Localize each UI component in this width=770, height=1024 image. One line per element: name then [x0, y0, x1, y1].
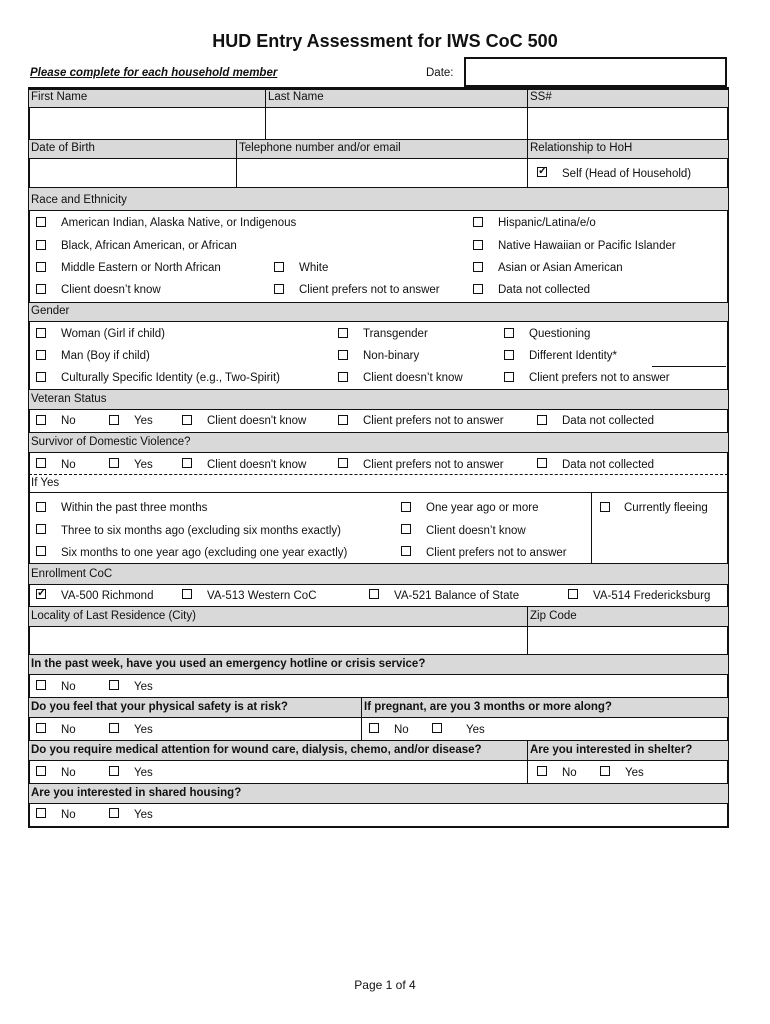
locality-input[interactable] [30, 628, 526, 653]
race-option: Asian or Asian American [498, 262, 623, 274]
veteran-yes-checkbox[interactable] [109, 415, 119, 425]
yes-label: Yes [134, 767, 153, 779]
date-label: Date: [426, 67, 454, 79]
race-option: Middle Eastern or North African [61, 262, 221, 274]
date-field[interactable] [464, 57, 727, 87]
gender-option: Culturally Specific Identity (e.g., Two-Spirit) [61, 372, 281, 384]
race-white-checkbox[interactable] [274, 262, 284, 272]
first-name-input[interactable] [30, 109, 264, 138]
zip-input[interactable] [528, 628, 726, 653]
enrollment-option: VA-500 Richmond [61, 590, 154, 602]
race-option: Hispanic/Latina/e/o [498, 217, 596, 229]
race-aian-checkbox[interactable] [36, 217, 46, 227]
veteran-option: Data not collected [562, 415, 655, 427]
gender-transgender-checkbox[interactable] [338, 328, 348, 338]
ssn-label: SS# [530, 91, 552, 103]
gender-option: Client prefers not to answer [529, 372, 670, 384]
self-hoh-label: Self (Head of Household) [562, 168, 692, 180]
race-hispanic-checkbox[interactable] [473, 217, 483, 227]
relationship-label: Relationship to HoH [530, 142, 633, 154]
dv-label: Survivor of Domestic Violence? [31, 436, 191, 448]
safety-question: Do you feel that your physical safety is at risk? [31, 701, 288, 713]
dv-option: Yes [134, 459, 153, 471]
enrollment-label: Enrollment CoC [31, 568, 113, 580]
different-identity-line[interactable] [652, 366, 726, 367]
no-label: No [61, 724, 76, 736]
race-black-checkbox[interactable] [36, 240, 46, 250]
enroll-western-checkbox[interactable] [182, 589, 192, 599]
fleeing-option: Client prefers not to answer [426, 547, 567, 559]
fleeing-option: Six months to one year ago (excluding one year exactly) [61, 547, 348, 559]
race-header-band [29, 187, 728, 211]
shelter-no-checkbox[interactable] [537, 766, 547, 776]
fleeing-three-six-checkbox[interactable] [36, 524, 46, 534]
enrollment-option: VA-513 Western CoC [207, 590, 317, 602]
gender-option: Different Identity* [529, 350, 618, 362]
pregnant-yes-checkbox[interactable] [432, 723, 442, 733]
race-prefers-not-checkbox[interactable] [274, 284, 284, 294]
veteran-dont-know-checkbox[interactable] [182, 415, 192, 425]
gender-option: Woman (Girl if child) [61, 328, 165, 340]
enrollment-option: VA-521 Balance of State [394, 590, 520, 602]
last-name-label: Last Name [268, 91, 324, 103]
last-name-input[interactable] [266, 109, 526, 138]
medical-no-checkbox[interactable] [36, 766, 46, 776]
currently-fleeing-checkbox[interactable] [600, 502, 610, 512]
gender-different-checkbox[interactable] [504, 350, 514, 360]
gender-label: Gender [31, 305, 70, 317]
enroll-fredericksburg-checkbox[interactable] [568, 589, 578, 599]
shared-housing-question: Are you interested in shared housing? [31, 787, 242, 799]
no-label: No [61, 809, 76, 821]
race-option: Client doesn’t know [61, 284, 161, 296]
gender-option: Client doesn’t know [363, 372, 463, 384]
dv-option: No [61, 459, 76, 471]
dv-option: Client doesn't know [207, 459, 307, 471]
dv-dont-know-checkbox[interactable] [182, 458, 192, 468]
dv-yes-checkbox[interactable] [109, 458, 119, 468]
race-option: Client prefers not to answer [299, 284, 440, 296]
dv-no-checkbox[interactable] [36, 458, 46, 468]
fleeing-option: Client doesn’t know [426, 525, 526, 537]
race-nhpi-checkbox[interactable] [473, 240, 483, 250]
fleeing-one-year-checkbox[interactable] [401, 502, 411, 512]
page-title: HUD Entry Assessment for IWS CoC 500 [212, 31, 558, 51]
shared-no-checkbox[interactable] [36, 808, 46, 818]
dob-label: Date of Birth [31, 142, 95, 154]
gender-option: Transgender [363, 328, 428, 340]
enrollment-header-band [29, 563, 728, 585]
gender-header-band [29, 302, 728, 322]
gender-nonbinary-checkbox[interactable] [338, 350, 348, 360]
fleeing-six-twelve-checkbox[interactable] [36, 546, 46, 556]
gender-option: Man (Boy if child) [61, 350, 150, 362]
hotline-question: In the past week, have you used an emergency hotline or crisis service? [31, 658, 426, 670]
if-yes-label: If Yes [31, 477, 60, 489]
instructions: Please complete for each household member [30, 67, 278, 79]
gender-option: Questioning [529, 328, 591, 340]
fleeing-option: Currently fleeing [624, 502, 708, 514]
shelter-question: Are you interested in shelter? [530, 744, 693, 756]
race-option: White [299, 262, 329, 274]
gender-man-checkbox[interactable] [36, 350, 46, 360]
enroll-balance-checkbox[interactable] [369, 589, 379, 599]
veteran-label: Veteran Status [31, 393, 107, 405]
phone-email-label: Telephone number and/or email [239, 142, 401, 154]
dv-option: Client prefers not to answer [363, 459, 504, 471]
pregnant-question: If pregnant, are you 3 months or more along? [364, 701, 612, 713]
gender-prefers-not-checkbox[interactable] [504, 372, 514, 382]
fleeing-dont-know-checkbox[interactable] [401, 524, 411, 534]
veteran-header-band [29, 389, 728, 410]
race-dont-know-checkbox[interactable] [36, 284, 46, 294]
race-asian-checkbox[interactable] [473, 262, 483, 272]
safety-yes-checkbox[interactable] [109, 723, 119, 733]
race-not-collected-checkbox[interactable] [473, 284, 483, 294]
dv-prefers-not-checkbox[interactable] [338, 458, 348, 468]
shelter-yes-checkbox[interactable] [600, 766, 610, 776]
veteran-no-checkbox[interactable] [36, 415, 46, 425]
race-option: Data not collected [498, 284, 591, 296]
yes-label: Yes [134, 681, 153, 693]
gender-option: Non-binary [363, 350, 420, 362]
dob-input[interactable] [30, 160, 235, 186]
race-mena-checkbox[interactable] [36, 262, 46, 272]
veteran-option: Yes [134, 415, 153, 427]
no-label: No [61, 681, 76, 693]
veteran-option: Client prefers not to answer [363, 415, 504, 427]
enroll-richmond-checkbox[interactable] [36, 589, 46, 599]
shared-yes-checkbox[interactable] [109, 808, 119, 818]
yes-label: Yes [134, 809, 153, 821]
no-label: No [562, 767, 577, 779]
dv-option: Data not collected [562, 459, 655, 471]
veteran-option: Client doesn't know [207, 415, 307, 427]
fleeing-option: Three to six months ago (excluding six months exactly) [61, 525, 341, 537]
veteran-option: No [61, 415, 76, 427]
veteran-not-collected-checkbox[interactable] [537, 415, 547, 425]
yes-label: Yes [134, 724, 153, 736]
pregnant-no-checkbox[interactable] [369, 723, 379, 733]
safety-no-checkbox[interactable] [36, 723, 46, 733]
yes-label: Yes [625, 767, 644, 779]
race-option: American Indian, Alaska Native, or Indigenous [61, 217, 297, 229]
fleeing-three-months-checkbox[interactable] [36, 502, 46, 512]
gender-woman-checkbox[interactable] [36, 328, 46, 338]
medical-yes-checkbox[interactable] [109, 766, 119, 776]
gender-dont-know-checkbox[interactable] [338, 372, 348, 382]
race-option: Black, African American, or African [61, 240, 237, 252]
dv-not-collected-checkbox[interactable] [537, 458, 547, 468]
yes-label: Yes [466, 724, 485, 736]
page-number: Page 1 of 4 [354, 978, 416, 992]
ssn-input[interactable] [528, 109, 726, 138]
no-label: No [394, 724, 409, 736]
no-label: No [61, 767, 76, 779]
fleeing-prefers-not-checkbox[interactable] [401, 546, 411, 556]
phone-email-input[interactable] [237, 160, 526, 186]
zip-label: Zip Code [530, 610, 577, 622]
gender-culturally-specific-checkbox[interactable] [36, 372, 46, 382]
enrollment-option: VA-514 Fredericksburg [593, 590, 711, 602]
hotline-yes-checkbox[interactable] [109, 680, 119, 690]
self-hoh-checkbox[interactable] [537, 167, 547, 177]
fleeing-option: One year ago or more [426, 502, 539, 514]
first-name-label: First Name [31, 91, 88, 103]
locality-label: Locality of Last Residence (City) [31, 610, 196, 622]
name-header-band [29, 89, 728, 108]
race-label: Race and Ethnicity [31, 194, 127, 206]
gender-questioning-checkbox[interactable] [504, 328, 514, 338]
race-option: Native Hawaiian or Pacific Islander [498, 240, 676, 252]
hotline-no-checkbox[interactable] [36, 680, 46, 690]
veteran-prefers-not-checkbox[interactable] [338, 415, 348, 425]
medical-question: Do you require medical attention for wound care, dialysis, chemo, and/or disease? [31, 744, 482, 756]
fleeing-option: Within the past three months [61, 502, 208, 514]
